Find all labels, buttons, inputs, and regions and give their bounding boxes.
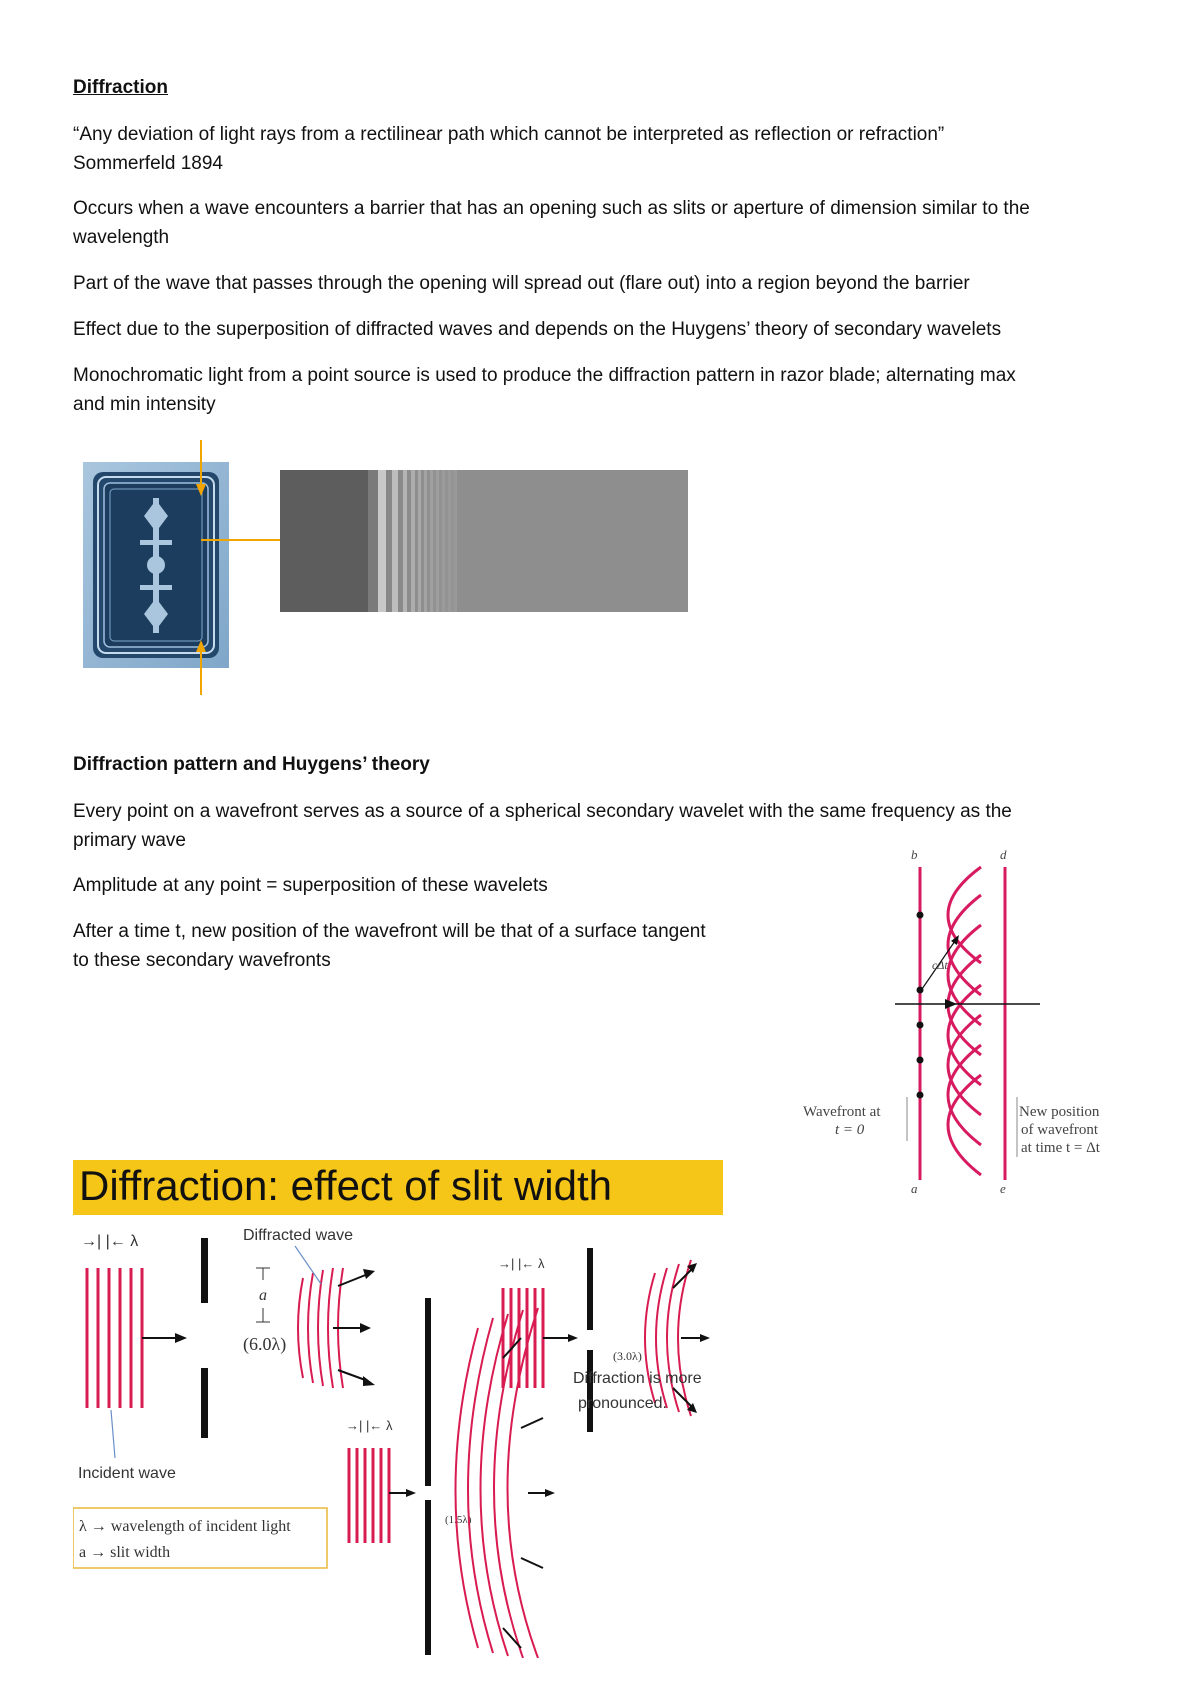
slit-width-diagram — [73, 1218, 793, 1658]
incident-wave-lines-2 — [503, 1288, 543, 1388]
diffraction-pattern-image — [280, 470, 688, 612]
paragraph-amplitude: Amplitude at any point = superposition of these wavelets — [73, 875, 548, 896]
banner-title: Diffraction: effect of slit width — [79, 1162, 613, 1209]
incident-wave-label: Incident wave — [78, 1465, 176, 1482]
slit-width-1-5: (1.5λ) — [445, 1514, 472, 1526]
barrier-top-1 — [201, 1238, 208, 1303]
paragraph-monochromatic-line1: Monochromatic light from a point source is used to produce the diffraction pattern in razor blade; alternating max — [73, 365, 1016, 386]
panel-wide-slit — [78, 1227, 375, 1482]
note-line-1: Diffraction is more — [573, 1370, 702, 1387]
wavefronts — [920, 867, 1005, 1180]
razor-blade-image — [83, 462, 229, 668]
slit-width-6: (6.0λ) — [243, 1334, 287, 1354]
lambda-marker-3: →| |← λ — [346, 1418, 393, 1433]
paragraph-occurs-line1: Occurs when a wave encounters a barrier that has an opening such as slits or aperture of dimension similar to the — [73, 198, 1030, 219]
barrier-bottom-3 — [425, 1500, 431, 1655]
slit-a-label-1: a — [259, 1287, 267, 1304]
incident-wave-lines-1 — [87, 1268, 142, 1408]
paragraph-after-time-line1: After a time t, new position of the wavefront will be that of a surface tangent — [73, 921, 706, 942]
label-e: e — [1000, 1181, 1006, 1196]
paragraph-monochromatic-line2: and min intensity — [73, 394, 216, 415]
legend-lambda: λ → wavelength of incident light — [79, 1518, 291, 1535]
legend-box — [73, 1508, 327, 1568]
label-b: b — [911, 847, 918, 862]
paragraph-superposition: Effect due to the superposition of diffracted waves and depends on the Huygens’ theory of secondary wavelets — [73, 319, 1002, 340]
paragraph-spread-out: Part of the wave that passes through the opening will spread out (flare out) into a region beyond the barrier — [73, 273, 970, 294]
paragraph-every-point-line2: primary wave — [73, 830, 186, 851]
section-heading-huygens: Diffraction pattern and Huygens’ theory — [73, 754, 430, 775]
huygens-wavefront-figure — [795, 845, 1130, 1200]
sommerfeld-quote: “Any deviation of light rays from a rectilinear path which cannot be interpreted as reflection or refraction” — [73, 124, 945, 145]
caption-of-wavefront: of wavefront — [1021, 1122, 1099, 1138]
slit-width-3: (3.0λ) — [613, 1349, 642, 1363]
legend-a: a → slit width — [79, 1544, 171, 1561]
caption-wavefront-at: Wavefront at — [803, 1104, 881, 1120]
lambda-marker-2: →| |← λ — [498, 1256, 545, 1271]
caption-at-time: at time t = Δt — [1021, 1140, 1100, 1156]
slit-width-banner — [73, 1160, 723, 1215]
section-heading-diffraction: Diffraction — [73, 77, 168, 98]
diffracted-wave-label: Diffracted wave — [243, 1227, 353, 1244]
razor-blade-diffraction-figure — [80, 440, 700, 695]
barrier-top-3 — [425, 1298, 431, 1486]
caption-new-position: New position — [1019, 1104, 1100, 1120]
lambda-marker-1: →| |← λ — [81, 1233, 139, 1250]
barrier-bottom-1 — [201, 1368, 208, 1438]
paragraph-occurs-line2: wavelength — [73, 227, 170, 248]
barrier-bottom-2 — [587, 1350, 593, 1432]
quote-attribution: Sommerfeld 1894 — [73, 153, 223, 174]
label-d: d — [1000, 847, 1007, 862]
paragraph-after-time-line2: to these secondary wavefronts — [73, 950, 331, 971]
incident-wave-lines-3 — [349, 1448, 389, 1543]
label-c-delta-t: cΔt — [932, 958, 948, 972]
caption-t-zero: t = 0 — [835, 1122, 865, 1138]
panel-narrow-slit — [346, 1298, 702, 1658]
barrier-top-2 — [587, 1248, 593, 1330]
note-line-2: pronounced. — [578, 1395, 667, 1412]
label-a: a — [911, 1181, 918, 1196]
paragraph-every-point-line1: Every point on a wavefront serves as a source of a spherical secondary wavelet with the same frequency as the — [73, 801, 1012, 822]
